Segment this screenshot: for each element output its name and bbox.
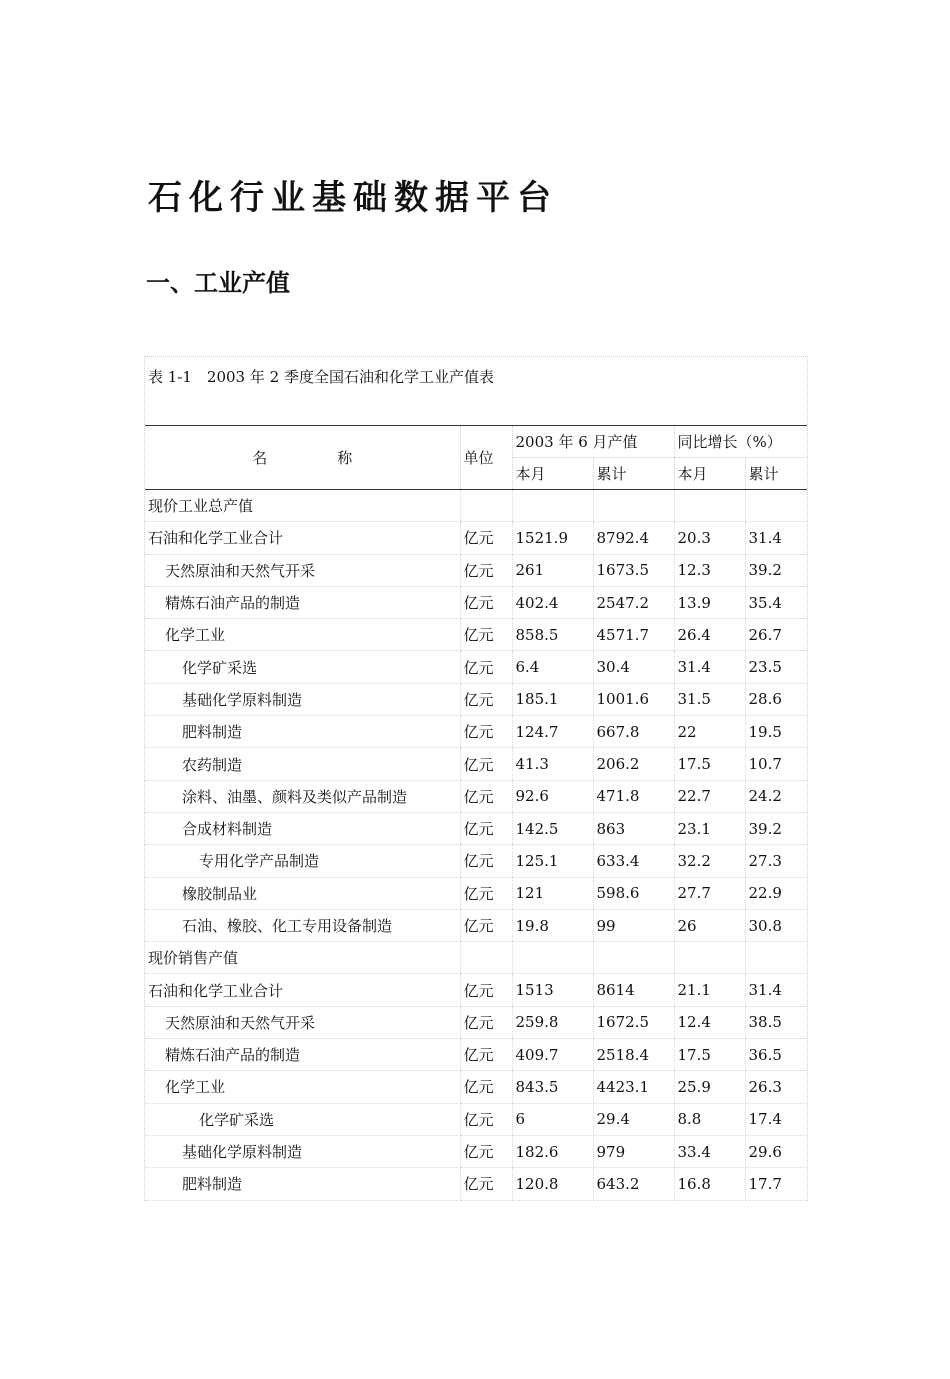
table-row: [145, 586, 807, 618]
table-row: [145, 748, 807, 780]
cell-month-growth: 20.3: [674, 522, 745, 554]
cell-month-growth: 17.5: [674, 748, 745, 780]
cell-cumulative: 643.2: [593, 1168, 674, 1200]
cell-name: 现价销售产值: [145, 942, 460, 974]
cell-month: 843.5: [512, 1071, 593, 1103]
cell-unit: 亿元: [460, 1039, 512, 1071]
cell-unit: 亿元: [460, 716, 512, 748]
cell-unit: 亿元: [460, 683, 512, 715]
cell-name: 农药制造: [145, 748, 460, 780]
cell-month-growth: 13.9: [674, 586, 745, 618]
cell-cumulative: [593, 942, 674, 974]
cell-name: 现价工业总产值: [145, 490, 460, 522]
cell-name: 精炼石油产品的制造: [145, 586, 460, 618]
cell-month-growth: 31.4: [674, 651, 745, 683]
cell-cumulative: 1673.5: [593, 554, 674, 586]
cell-cumulative: 206.2: [593, 748, 674, 780]
cell-month: 185.1: [512, 683, 593, 715]
cell-month: [512, 490, 593, 522]
cell-name: 橡胶制品业: [145, 877, 460, 909]
section-heading: 一、工业产值: [146, 269, 290, 297]
cell-month-growth: 25.9: [674, 1071, 745, 1103]
cell-cumulative-growth: 10.7: [745, 748, 807, 780]
cell-cumulative-growth: 36.5: [745, 1039, 807, 1071]
cell-month-growth: 22.7: [674, 780, 745, 812]
cell-name: 石油和化学工业合计: [145, 974, 460, 1006]
cell-unit: 亿元: [460, 974, 512, 1006]
cell-month-growth: 26.4: [674, 619, 745, 651]
cell-cumulative: 4571.7: [593, 619, 674, 651]
cell-month: 92.6: [512, 780, 593, 812]
cell-cumulative: 29.4: [593, 1103, 674, 1135]
cell-cumulative: 598.6: [593, 877, 674, 909]
cell-cumulative-growth: [745, 942, 807, 974]
cell-unit: 亿元: [460, 651, 512, 683]
cell-unit: 亿元: [460, 780, 512, 812]
table-row: [145, 1135, 807, 1167]
cell-month-growth: 12.3: [674, 554, 745, 586]
cell-cumulative-growth: 19.5: [745, 716, 807, 748]
cell-month-growth: 17.5: [674, 1039, 745, 1071]
table-row: [145, 1168, 807, 1200]
cell-unit: 亿元: [460, 909, 512, 941]
cell-unit: 亿元: [460, 1071, 512, 1103]
cell-cumulative-growth: 39.2: [745, 812, 807, 844]
cell-cumulative: 8792.4: [593, 522, 674, 554]
table-body: [145, 490, 807, 1201]
cell-cumulative-growth: 38.5: [745, 1006, 807, 1038]
cell-cumulative: 471.8: [593, 780, 674, 812]
cell-cumulative: 633.4: [593, 845, 674, 877]
cell-cumulative-growth: 17.4: [745, 1103, 807, 1135]
table-row: [145, 1071, 807, 1103]
cell-cumulative: 8614: [593, 974, 674, 1006]
table-row: [145, 845, 807, 877]
cell-name: 肥料制造: [145, 716, 460, 748]
header-cumulative-growth: 累计: [745, 458, 807, 490]
table-row: [145, 683, 807, 715]
cell-cumulative: 4423.1: [593, 1071, 674, 1103]
cell-name: 天然原油和天然气开采: [145, 1006, 460, 1038]
cell-cumulative-growth: 31.4: [745, 974, 807, 1006]
cell-month: 858.5: [512, 619, 593, 651]
cell-month-growth: 31.5: [674, 683, 745, 715]
cell-cumulative-growth: 23.5: [745, 651, 807, 683]
header-growth-group: 同比增长（%）: [674, 426, 807, 458]
cell-month: 19.8: [512, 909, 593, 941]
cell-name: 精炼石油产品的制造: [145, 1039, 460, 1071]
table-row: [145, 522, 807, 554]
header-month-growth: 本月: [674, 458, 745, 490]
cell-cumulative: [593, 490, 674, 522]
cell-name: 化学矿采选: [145, 1103, 460, 1135]
cell-cumulative: 30.4: [593, 651, 674, 683]
cell-cumulative-growth: 26.7: [745, 619, 807, 651]
cell-unit: [460, 942, 512, 974]
cell-cumulative-growth: 31.4: [745, 522, 807, 554]
cell-month-growth: [674, 942, 745, 974]
cell-month: 142.5: [512, 812, 593, 844]
header-unit: 单位: [460, 426, 512, 490]
cell-month-growth: [674, 490, 745, 522]
cell-month: 261: [512, 554, 593, 586]
table-row: [145, 490, 807, 522]
cell-name: 化学工业: [145, 619, 460, 651]
table-header: [145, 426, 807, 490]
cell-cumulative-growth: 22.9: [745, 877, 807, 909]
cell-unit: 亿元: [460, 619, 512, 651]
cell-cumulative: 2518.4: [593, 1039, 674, 1071]
table-row: [145, 780, 807, 812]
output-value-table: [144, 356, 808, 1201]
table-row: [145, 942, 807, 974]
cell-cumulative: 1672.5: [593, 1006, 674, 1038]
cell-unit: 亿元: [460, 1006, 512, 1038]
cell-name: 基础化学原料制造: [145, 683, 460, 715]
cell-cumulative-growth: 39.2: [745, 554, 807, 586]
table-row: [145, 974, 807, 1006]
cell-unit: 亿元: [460, 554, 512, 586]
cell-month-growth: 27.7: [674, 877, 745, 909]
cell-cumulative-growth: 27.3: [745, 845, 807, 877]
cell-cumulative-growth: 17.7: [745, 1168, 807, 1200]
cell-unit: 亿元: [460, 748, 512, 780]
cell-unit: 亿元: [460, 845, 512, 877]
cell-unit: 亿元: [460, 1103, 512, 1135]
cell-month-growth: 26: [674, 909, 745, 941]
cell-month: 182.6: [512, 1135, 593, 1167]
table-row: [145, 651, 807, 683]
cell-name: 石油、橡胶、化工专用设备制造: [145, 909, 460, 941]
cell-cumulative: 2547.2: [593, 586, 674, 618]
cell-cumulative-growth: 26.3: [745, 1071, 807, 1103]
cell-month: [512, 942, 593, 974]
cell-cumulative: 1001.6: [593, 683, 674, 715]
data-table: [145, 425, 807, 1201]
cell-month-growth: 23.1: [674, 812, 745, 844]
cell-cumulative: 979: [593, 1135, 674, 1167]
cell-cumulative-growth: 28.6: [745, 683, 807, 715]
header-month: 本月: [512, 458, 593, 490]
cell-unit: 亿元: [460, 812, 512, 844]
cell-cumulative: 863: [593, 812, 674, 844]
table-row: [145, 1039, 807, 1071]
table-row: [145, 1103, 807, 1135]
cell-cumulative-growth: [745, 490, 807, 522]
cell-month: 121: [512, 877, 593, 909]
cell-month: 1521.9: [512, 522, 593, 554]
cell-month: 41.3: [512, 748, 593, 780]
cell-month-growth: 32.2: [674, 845, 745, 877]
cell-month-growth: 8.8: [674, 1103, 745, 1135]
cell-unit: 亿元: [460, 522, 512, 554]
cell-cumulative-growth: 30.8: [745, 909, 807, 941]
cell-cumulative-growth: 35.4: [745, 586, 807, 618]
header-name-left: 名: [252, 449, 268, 467]
cell-name: 基础化学原料制造: [145, 1135, 460, 1167]
table-row: [145, 909, 807, 941]
cell-month-growth: 22: [674, 716, 745, 748]
cell-month-growth: 33.4: [674, 1135, 745, 1167]
cell-name: 肥料制造: [145, 1168, 460, 1200]
table-row: [145, 554, 807, 586]
header-output-group: 2003 年 6 月产值: [512, 426, 674, 458]
cell-month: 6: [512, 1103, 593, 1135]
table-row: [145, 1006, 807, 1038]
cell-unit: 亿元: [460, 1168, 512, 1200]
cell-month: 259.8: [512, 1006, 593, 1038]
table-row: [145, 716, 807, 748]
header-name-right: 称: [337, 449, 353, 467]
cell-month: 125.1: [512, 845, 593, 877]
cell-month: 402.4: [512, 586, 593, 618]
cell-unit: 亿元: [460, 877, 512, 909]
cell-cumulative: 99: [593, 909, 674, 941]
cell-cumulative-growth: 29.6: [745, 1135, 807, 1167]
cell-name: 合成材料制造: [145, 812, 460, 844]
cell-unit: 亿元: [460, 586, 512, 618]
cell-unit: [460, 490, 512, 522]
cell-cumulative: 667.8: [593, 716, 674, 748]
cell-month-growth: 12.4: [674, 1006, 745, 1038]
cell-cumulative-growth: 24.2: [745, 780, 807, 812]
cell-month: 6.4: [512, 651, 593, 683]
cell-name: 专用化学产品制造: [145, 845, 460, 877]
cell-month: 409.7: [512, 1039, 593, 1071]
header-name: [145, 426, 460, 490]
cell-name: 天然原油和天然气开采: [145, 554, 460, 586]
header-cumulative: 累计: [593, 458, 674, 490]
document-title: 石化行业基础数据平台: [148, 178, 558, 218]
cell-name: 化学矿采选: [145, 651, 460, 683]
table-row: [145, 877, 807, 909]
cell-name: 石油和化学工业合计: [145, 522, 460, 554]
cell-month: 120.8: [512, 1168, 593, 1200]
cell-name: 涂料、油墨、颜料及类似产品制造: [145, 780, 460, 812]
cell-month: 124.7: [512, 716, 593, 748]
table-caption: 表 1-1 2003 年 2 季度全国石油和化学工业产值表: [148, 368, 494, 386]
cell-month: 1513: [512, 974, 593, 1006]
cell-unit: 亿元: [460, 1135, 512, 1167]
table-row: [145, 619, 807, 651]
table-row: [145, 812, 807, 844]
cell-month-growth: 21.1: [674, 974, 745, 1006]
cell-name: 化学工业: [145, 1071, 460, 1103]
cell-month-growth: 16.8: [674, 1168, 745, 1200]
